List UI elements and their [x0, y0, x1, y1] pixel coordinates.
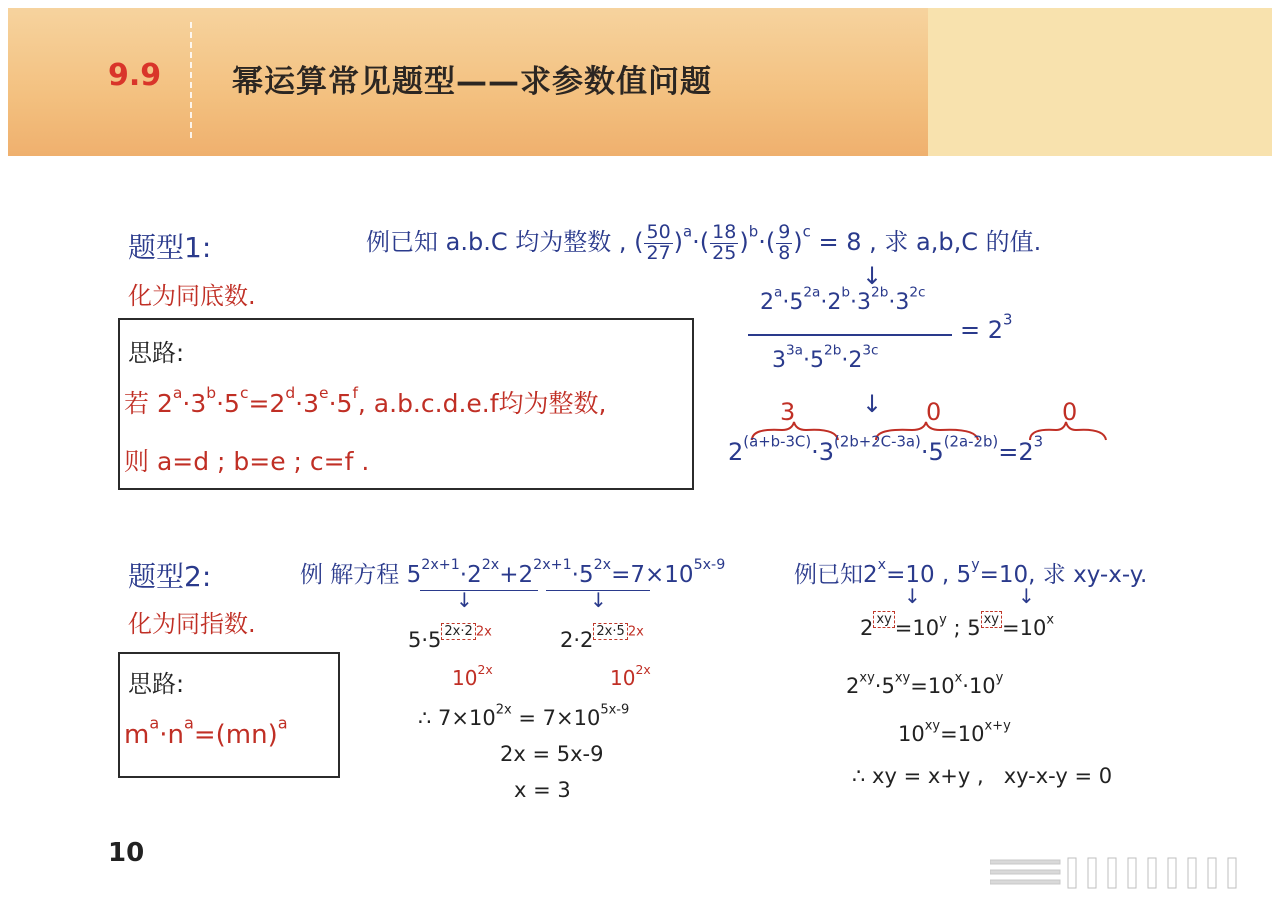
type1-idea-line1: 若 $2^a\cdot 3^b\cdot 5^c=2^d\cdot 3^e\cdot 5^f$, a.b.c.d.e.f均为整数,: [124, 384, 607, 418]
solve-line1: ∴ $7\times 10^{2x} = 7\times 10^{5x-9}$: [418, 702, 630, 730]
exp-c: (2a-2b): [943, 432, 999, 451]
type1-numerator: $2^a\cdot 5^{2a}\cdot 2^b\cdot 3^{2b}\cdot 3^{2c}$: [760, 284, 926, 315]
raise-line: 2 $^{xy} =10^y$ ; 5 $^{xy} =10^x$: [860, 612, 1055, 640]
edge-bar: [1088, 858, 1096, 888]
type2-label: 题型2:: [128, 560, 212, 593]
type1-example: 例已知 a.b.C 均为整数 , ( $\frac{50}{27}$ )$^a$·( $\frac{18}{25}$ )$^b$·( $\frac{9}{8}$ )$^c$ = 8 , 求 a,b,C 的值.: [366, 220, 1042, 264]
type1-fraction-bar: [748, 334, 952, 336]
final-left: xy = x+y ,: [872, 764, 984, 788]
edge-bar: [990, 870, 1060, 874]
down-arrow-icon: ↓: [904, 584, 921, 608]
type1-eq-rhs: = $2^3$: [960, 310, 1013, 344]
edge-bar: [1128, 858, 1136, 888]
edge-bar: [990, 880, 1060, 884]
edge-bar: [990, 860, 1060, 864]
page-edge-bars: [990, 856, 1252, 890]
final-line: ∴ xy = x+y , xy-x-y = 0: [852, 764, 1113, 788]
type2-example1-prefix: 例 解方程: [300, 562, 400, 588]
type2-example2-prefix: 例已知: [794, 562, 863, 588]
type1-example-prefix: 例已知 a.b.C 均为整数 ,: [366, 228, 627, 256]
type1-idea-suffix: , a.b.c.d.e.f均为整数,: [357, 389, 607, 418]
type2-example2: 例已知$2^x=10$ , $5^y=10$, 求 xy-x-y.: [794, 557, 1148, 588]
type1-eq-rhs-text: = 2: [960, 316, 1004, 344]
type1-method: 化为同底数.: [128, 282, 256, 310]
exp-a: (a+b-3C): [743, 432, 812, 451]
type2-example1: 例 解方程 $5^{2x+1}\cdot 2^{2x}+2^{2x+1}\cdot 5^{2x}=7\times 10^{5x-9}$: [300, 557, 726, 588]
edge-bar: [1208, 858, 1216, 888]
type2-idea-formula: $m^a\cdot n^a=(mn)^a$: [124, 713, 288, 750]
down-arrow-icon: ↓: [456, 588, 473, 612]
brace-value-c: 0: [1062, 398, 1078, 426]
edge-bar: [1108, 858, 1116, 888]
edge-bar: [1148, 858, 1156, 888]
solve-line2: 2x = 5x-9: [500, 742, 604, 766]
down-arrow-icon: ↓: [862, 262, 883, 290]
type1-expanded-equation: $2^{(a+b-3C)}\cdot 3^{(2b+2C-3a)}\cdot 5^{(2a-2b)}=2^3$: [728, 432, 1044, 466]
edge-bar: [1228, 858, 1236, 888]
exp-b: (2b+2C-3a): [834, 432, 921, 451]
section-title: 幂运算常见题型——求参数值问题: [232, 64, 712, 100]
solve-line3: x = 3: [514, 778, 571, 802]
chapter-header-highlight: [928, 8, 1272, 156]
underline-term1: [420, 590, 538, 591]
type1-label: 题型1:: [128, 231, 212, 264]
combine-line: $10^{xy}=10^{x+y}$: [898, 718, 1011, 746]
type2-method: 化为同指数.: [128, 610, 256, 638]
down-arrow-icon: ↓: [590, 588, 607, 612]
brace-value-b: 0: [926, 398, 942, 426]
edge-bar: [1068, 858, 1076, 888]
type1-denominator: $3^{3a}\cdot 5^{2b}\cdot 2^{3c}$: [772, 342, 879, 373]
term1-rewrite: 5·5 $^{2x\cdot 2}$ $^{2x}$: [408, 624, 492, 652]
edge-bar: [1168, 858, 1176, 888]
down-arrow-icon: ↓: [1018, 584, 1035, 608]
brace-value-a: 3: [780, 398, 796, 426]
final-right: xy-x-y = 0: [1003, 764, 1113, 788]
type1-idea-line2: 则 a=d ; b=e ; c=f .: [124, 447, 370, 476]
type1-idea-title: 思路:: [128, 339, 185, 367]
term2-rewrite: 2·2 $^{2x\cdot 5}$ $^{2x}$: [560, 624, 644, 652]
type2-idea-title: 思路:: [128, 670, 185, 698]
type1-idea-prefix: 若: [124, 389, 150, 418]
page-number: 10: [108, 838, 145, 868]
section-number: 9.9: [108, 58, 162, 93]
header-divider: [190, 22, 192, 138]
term2-group: $10^{2x}$: [610, 661, 651, 690]
type1-example-suffix: = 8 , 求 a,b,C 的值.: [818, 228, 1042, 256]
down-arrow-icon: ↓: [862, 390, 883, 418]
edge-bar: [1188, 858, 1196, 888]
multiply-line: $2^{xy}\cdot 5^{xy}=10^x\cdot 10^y$: [846, 670, 1004, 698]
term1-group: $10^{2x}$: [452, 661, 493, 690]
